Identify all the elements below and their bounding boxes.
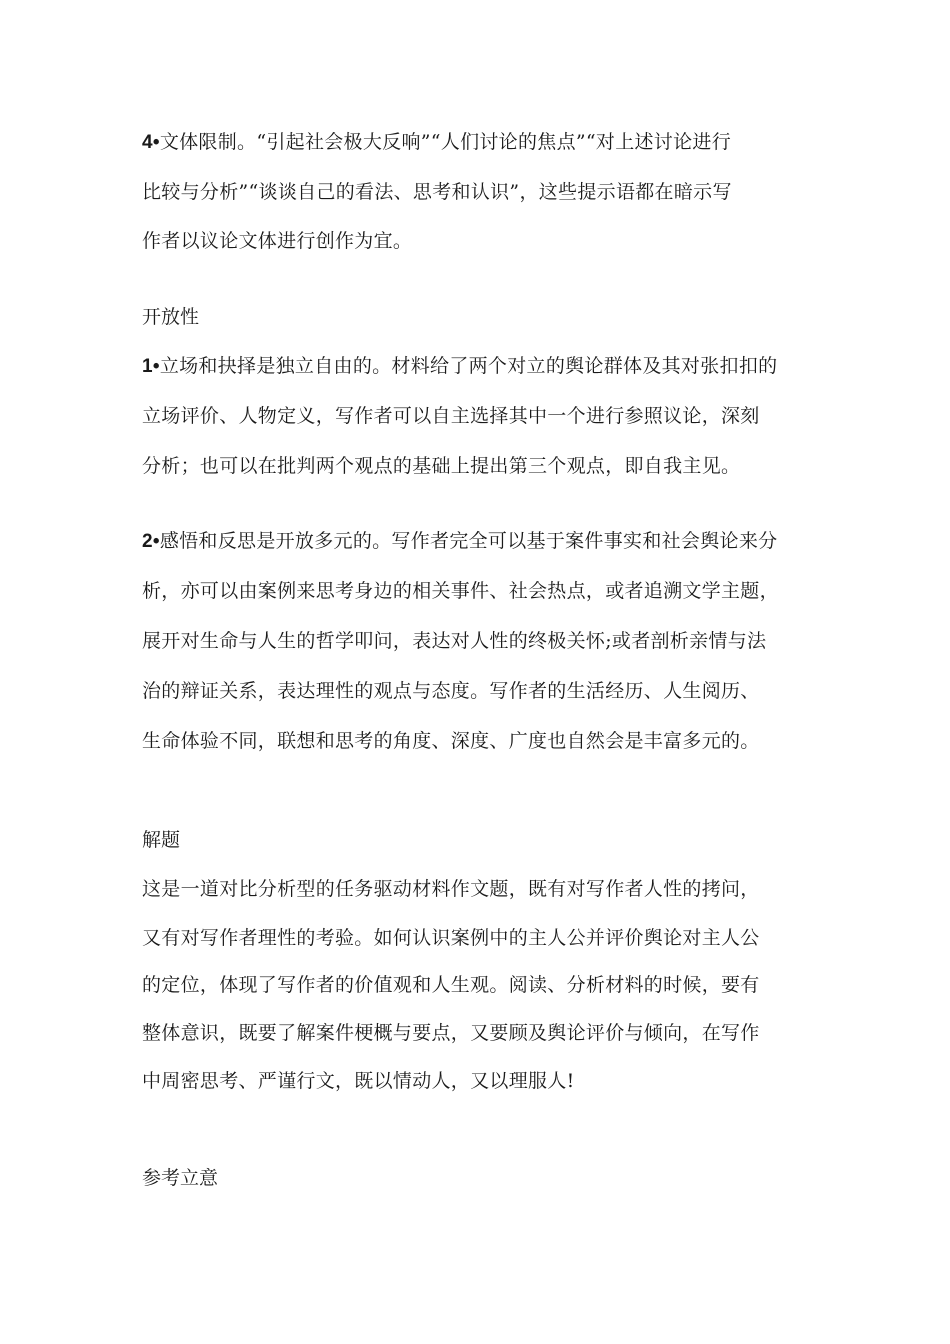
paragraph-text: 感悟和反思是开放多元的。写作者完全可以基于案件事实和社会舆论来分 <box>159 530 778 552</box>
paragraph-line: 生命体验不同，联想和思考的角度、深度、广度也自然会是丰富多元的。 <box>142 730 760 752</box>
item-number: 1• <box>142 356 160 377</box>
paragraph-line: 这是一道对比分析型的任务驱动材料作文题，既有对写作者人性的拷问， <box>142 878 760 900</box>
paragraph-line: 立场评价、人物定义，写作者可以自主选择其中一个进行参照议论，深刻 <box>142 405 760 427</box>
paragraph-line: 展开对生命与人生的哲学叩问，表达对人性的终极关怀;或者剖析亲情与法 <box>142 630 767 652</box>
paragraph-text: 立场和抉择是独立自由的。材料给了两个对立的舆论群体及其对张扣扣的 <box>159 355 778 377</box>
paragraph-line: 比较与分析”“谈谈自己的看法、思考和认识”，这些提示语都在暗示写 <box>142 181 732 203</box>
paragraph-line: 作者以议论文体进行创作为宜。 <box>142 230 413 252</box>
paragraph-line: 析，亦可以由案例来思考身边的相关事件、社会热点，或者追溯文学主题， <box>142 580 779 602</box>
section-heading-reference: 参考立意 <box>142 1167 219 1189</box>
paragraph-line: 中周密思考、严谨行文，既以情动人，又以理服人! <box>142 1070 575 1092</box>
paragraph-line <box>142 353 777 380</box>
paragraph-line <box>142 129 731 156</box>
paragraph-line: 又有对写作者理性的考验。如何认识案例中的主人公并评价舆论对主人公 <box>142 927 760 949</box>
section-heading-openness: 开放性 <box>142 306 200 328</box>
section-heading-solution: 解题 <box>142 829 181 851</box>
paragraph-line: 分析；也可以在批判两个观点的基础上提出第三个观点，即自我主见。 <box>142 455 741 477</box>
item-number: 2• <box>142 531 160 552</box>
paragraph-text: 文体限制。“引起社会极大反响”“人们讨论的焦点”“对上述讨论进行 <box>159 131 731 153</box>
paragraph-line: 的定位，体现了写作者的价值观和人生观。阅读、分析材料的时候，要有 <box>142 974 760 996</box>
paragraph-line: 整体意识，既要了解案件梗概与要点，又要顾及舆论评价与倾向，在写作 <box>142 1022 760 1044</box>
paragraph-line <box>142 528 777 555</box>
paragraph-line: 治的辩证关系，表达理性的观点与态度。写作者的生活经历、人生阅历、 <box>142 680 760 702</box>
item-number: 4• <box>142 132 160 153</box>
